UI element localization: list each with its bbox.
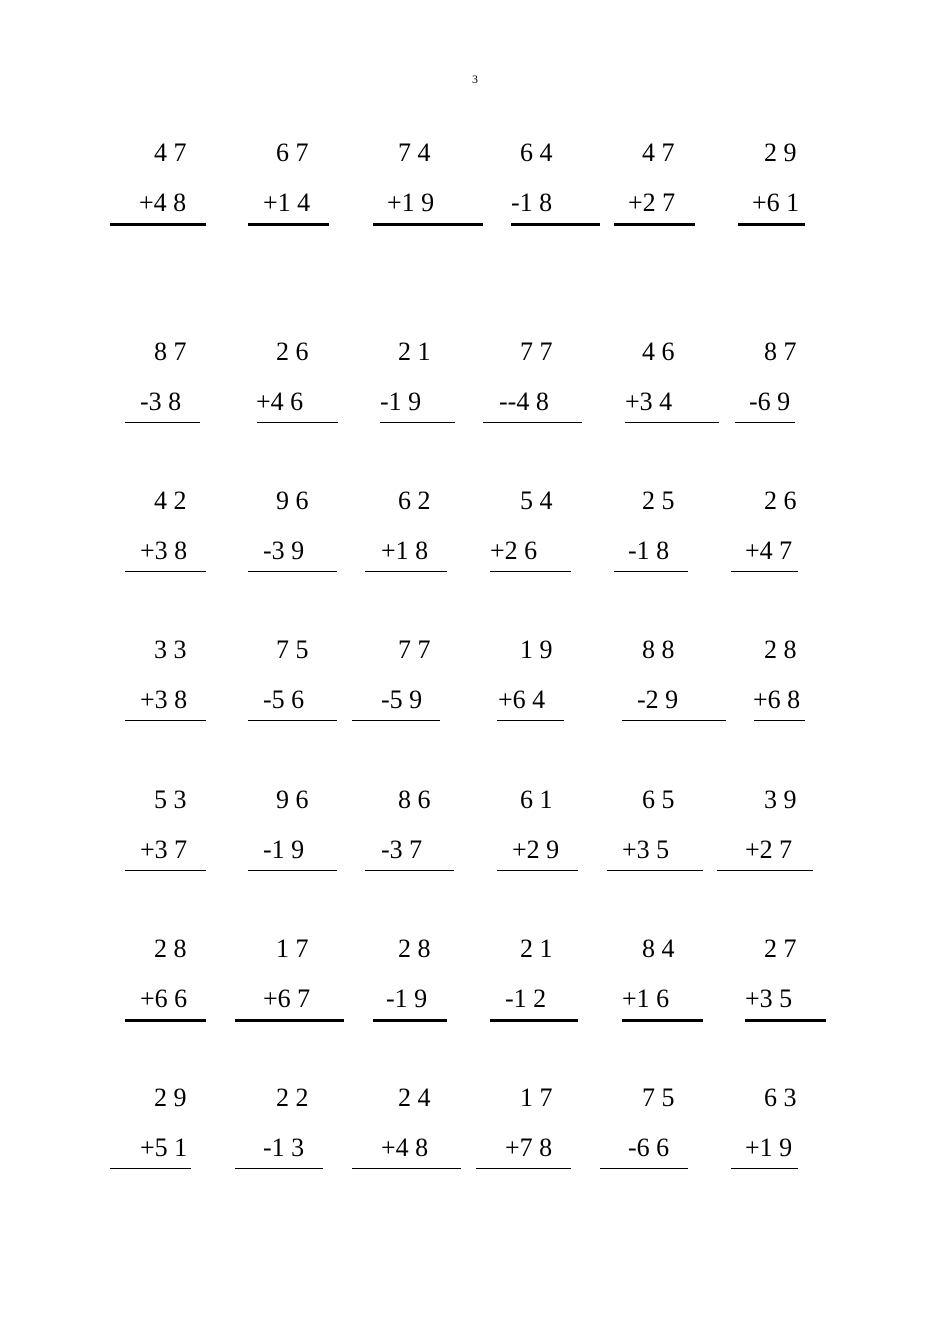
top-number: 8 6 xyxy=(398,785,431,814)
top-number: 9 6 xyxy=(276,486,309,515)
top-number: 7 5 xyxy=(642,1083,675,1112)
operand-line: +3 4 xyxy=(625,387,673,416)
top-number: 3 3 xyxy=(154,635,187,664)
top-number: 8 7 xyxy=(154,337,187,366)
answer-line xyxy=(365,870,454,871)
answer-line xyxy=(373,1019,447,1022)
operand-line: +6 8 xyxy=(753,685,801,714)
answer-line xyxy=(125,422,200,423)
answer-line xyxy=(622,720,726,721)
operand-line: +3 8 xyxy=(140,685,188,714)
answer-line xyxy=(248,870,337,871)
answer-line xyxy=(600,1168,688,1169)
answer-line xyxy=(125,571,206,572)
operand-line: -3 8 xyxy=(140,387,182,416)
answer-line xyxy=(352,1168,461,1169)
answer-line xyxy=(625,422,719,423)
answer-line xyxy=(731,571,798,572)
operand-line: -1 9 xyxy=(386,984,428,1013)
operand-line: +6 6 xyxy=(140,984,188,1013)
operand-line: +2 9 xyxy=(512,835,560,864)
operand-line: -1 3 xyxy=(263,1133,305,1162)
top-number: 7 7 xyxy=(398,635,431,664)
top-number: 2 5 xyxy=(642,486,675,515)
operand-line: +2 7 xyxy=(745,835,793,864)
top-number: 2 9 xyxy=(154,1083,187,1112)
answer-line xyxy=(754,720,805,721)
operand-line: +3 5 xyxy=(622,835,670,864)
answer-line xyxy=(738,223,805,226)
operand-line: +4 8 xyxy=(381,1133,429,1162)
answer-line xyxy=(248,223,329,226)
answer-line xyxy=(607,870,703,871)
operand-line: -2 9 xyxy=(637,685,679,714)
top-number: 5 3 xyxy=(154,785,187,814)
page-number: 3 xyxy=(472,72,478,86)
top-number: 2 1 xyxy=(398,337,431,366)
operand-line: +1 9 xyxy=(745,1133,793,1162)
operand-line: -1 8 xyxy=(628,536,670,565)
operand-line: +1 6 xyxy=(622,984,670,1013)
top-number: 8 8 xyxy=(642,635,675,664)
top-number: 2 1 xyxy=(520,934,553,963)
answer-line xyxy=(735,422,795,423)
answer-line xyxy=(490,571,571,572)
operand-line: +4 6 xyxy=(256,387,304,416)
answer-line xyxy=(497,870,578,871)
operand-line: +6 7 xyxy=(263,984,311,1013)
top-number: 2 4 xyxy=(398,1083,431,1112)
operand-line: +6 1 xyxy=(752,188,800,217)
operand-line: +3 8 xyxy=(140,536,188,565)
answer-line xyxy=(614,571,688,572)
answer-line xyxy=(490,1019,578,1022)
answer-line xyxy=(125,870,206,871)
top-number: 4 6 xyxy=(642,337,675,366)
top-number: 2 2 xyxy=(276,1083,309,1112)
operand-line: +7 8 xyxy=(505,1133,553,1162)
operand-line: +2 6 xyxy=(490,536,538,565)
operand-line: +5 1 xyxy=(140,1133,188,1162)
top-number: 1 9 xyxy=(520,635,553,664)
operand-line: +4 8 xyxy=(139,188,187,217)
answer-line xyxy=(257,422,338,423)
operand-line: -1 2 xyxy=(505,984,547,1013)
operand-line: +1 9 xyxy=(387,188,435,217)
top-number: 4 7 xyxy=(154,138,187,167)
answer-line xyxy=(373,223,483,226)
operand-line: +2 7 xyxy=(628,188,676,217)
answer-line xyxy=(248,720,337,721)
operand-line: -3 7 xyxy=(381,835,423,864)
top-number: 7 4 xyxy=(398,138,431,167)
top-number: 4 7 xyxy=(642,138,675,167)
operand-line: -1 9 xyxy=(380,387,422,416)
operand-line: +3 5 xyxy=(745,984,793,1013)
top-number: 2 6 xyxy=(764,486,797,515)
answer-line xyxy=(352,720,440,721)
answer-line xyxy=(497,720,564,721)
top-number: 1 7 xyxy=(276,934,309,963)
top-number: 6 1 xyxy=(520,785,553,814)
answer-line xyxy=(235,1168,323,1169)
operand-line: +1 4 xyxy=(263,188,311,217)
operand-line: -6 6 xyxy=(628,1133,670,1162)
top-number: 2 9 xyxy=(764,138,797,167)
operand-line: -5 6 xyxy=(263,685,305,714)
operand-line: -6 9 xyxy=(749,387,791,416)
operand-line: +6 4 xyxy=(498,685,546,714)
top-number: 5 4 xyxy=(520,486,553,515)
top-number: 1 7 xyxy=(520,1083,553,1112)
answer-line xyxy=(622,1019,703,1022)
answer-line xyxy=(110,223,206,226)
answer-line xyxy=(365,571,447,572)
operand-line: --4 8 xyxy=(499,387,549,416)
answer-line xyxy=(731,1168,798,1169)
top-number: 2 6 xyxy=(276,337,309,366)
answer-line xyxy=(483,422,582,423)
operand-line: +1 8 xyxy=(381,536,429,565)
top-number: 2 8 xyxy=(398,934,431,963)
answer-line xyxy=(125,720,206,721)
top-number: 2 7 xyxy=(764,934,797,963)
top-number: 2 8 xyxy=(764,635,797,664)
top-number: 6 5 xyxy=(642,785,675,814)
answer-line xyxy=(110,1168,191,1169)
top-number: 6 4 xyxy=(520,138,553,167)
top-number: 6 3 xyxy=(764,1083,797,1112)
top-number: 6 7 xyxy=(276,138,309,167)
top-number: 4 2 xyxy=(154,486,187,515)
answer-line xyxy=(380,422,455,423)
operand-line: -1 9 xyxy=(263,835,305,864)
answer-line xyxy=(614,223,695,226)
answer-line xyxy=(248,571,337,572)
operand-line: +4 7 xyxy=(745,536,793,565)
top-number: 7 7 xyxy=(520,337,553,366)
top-number: 8 4 xyxy=(642,934,675,963)
answer-line xyxy=(476,1168,571,1169)
answer-line xyxy=(125,1019,206,1022)
answer-line xyxy=(717,870,813,871)
operand-line: -5 9 xyxy=(381,685,423,714)
operand-line: -1 8 xyxy=(511,188,553,217)
operand-line: +3 7 xyxy=(140,835,188,864)
operand-line: -3 9 xyxy=(263,536,305,565)
top-number: 2 8 xyxy=(154,934,187,963)
top-number: 6 2 xyxy=(398,486,431,515)
top-number: 8 7 xyxy=(764,337,797,366)
top-number: 9 6 xyxy=(276,785,309,814)
top-number: 3 9 xyxy=(764,785,797,814)
top-number: 7 5 xyxy=(276,635,309,664)
answer-line xyxy=(511,223,600,226)
answer-line xyxy=(745,1019,826,1022)
answer-line xyxy=(235,1019,344,1022)
